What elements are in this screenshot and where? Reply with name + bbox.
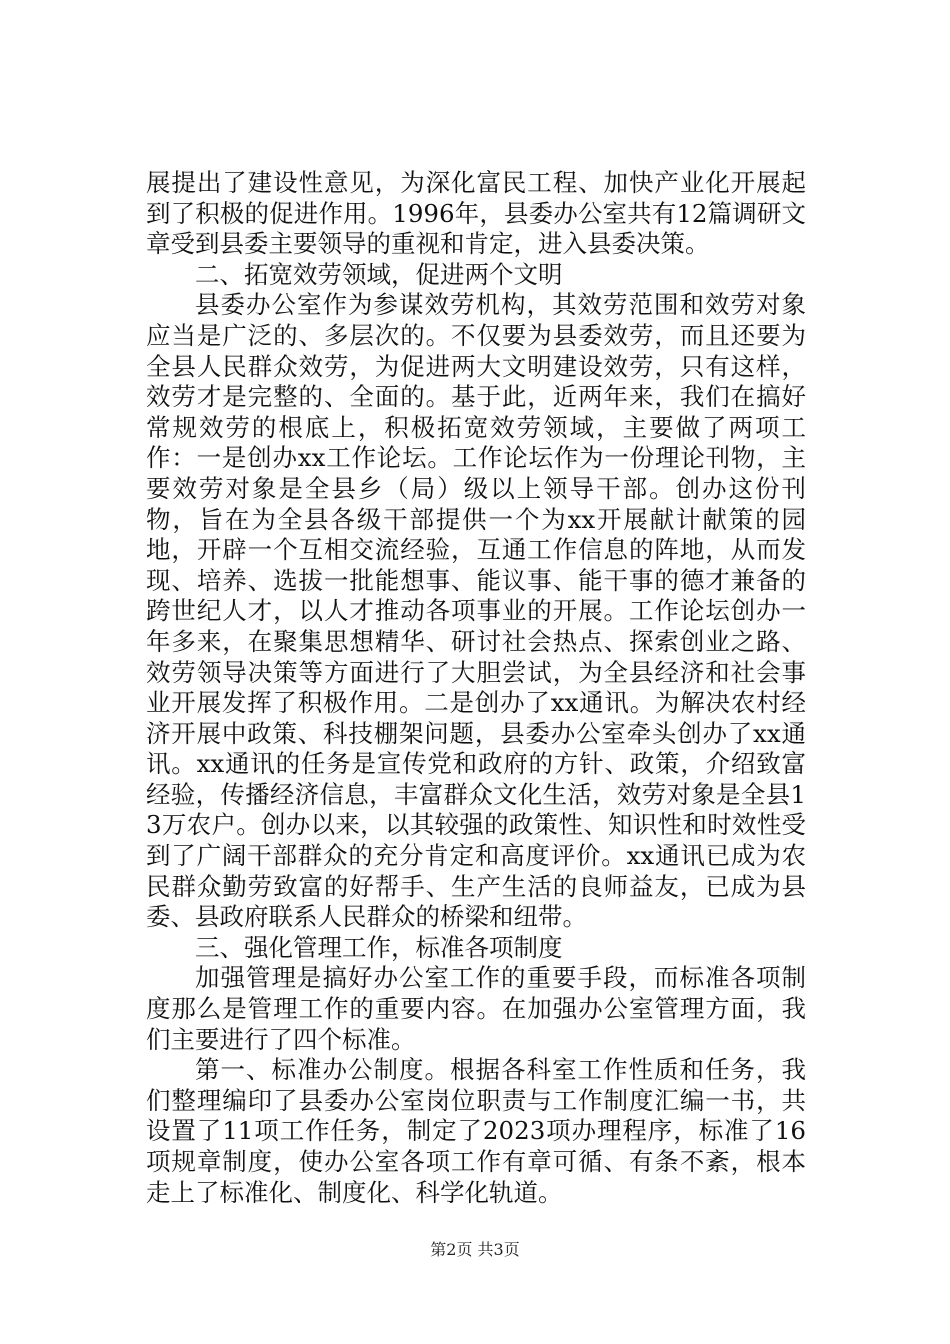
- paragraph-service-expansion: 县委办公室作为参谋效劳机构，其效劳范围和效劳对象应当是广泛的、多层次的。不仅要为县委效劳，而且还要为全县人民群众效劳，为促进两大文明建设效劳，只有这样，效劳才是完整的、全面的。基于此，近两年来，我们在搞好常规效劳的根底上，积极拓宽效劳领域，主要做了两项工作：一是创办xx工作论坛。工作论坛作为一份理论刊物，主要效劳对象是全县乡（局）级以上领导干部。创办这份刊物，旨在为全县各级干部提供一个为xx开展献计献策的园地，开辟一个互相交流经验，互通工作信息的阵地，从而发现、培养、选拔一批能想事、能议事、能干事的德才兼备的跨世纪人才，以人才推动各项事业的开展。工作论坛创办一年多来，在聚集思想精华、研讨社会热点、探索创业之路、效劳领导决策等方面进行了大胆尝试，为全县经济和社会事业开展发挥了积极作用。二是创办了xx通讯。为解决农村经济开展中政策、科技棚架问题，县委办公室牵头创办了xx通讯。xx通讯的任务是宣传党和政府的方针、政策，介绍致富经验，传播经济信息，丰富群众文化生活，效劳对象是全县13万农户。创办以来，以其较强的政策性、知识性和时效性受到了广阔干部群众的充分肯定和高度评价。xx通讯已成为农民群众勤劳致富的好帮手、生产生活的良师益友，已成为县委、县政府联系人民群众的桥梁和纽带。: [146, 290, 806, 932]
- paragraph-continuation: 展提出了建设性意见，为深化富民工程、加快产业化开展起到了积极的促进作用。1996年，县委办公室共有12篇调研文章受到县委主要领导的重视和肯定，进入县委决策。: [146, 168, 806, 259]
- paragraph-management: 加强管理是搞好办公室工作的重要手段，而标准各项制度那么是管理工作的重要内容。在加强办公室管理方面，我们主要进行了四个标准。: [146, 963, 806, 1054]
- document-body: [146, 168, 806, 1208]
- section-heading-3: 三、强化管理工作，标准各项制度: [195, 932, 563, 962]
- section-heading-2: 二、拓宽效劳领域，促进两个文明: [195, 259, 563, 289]
- page-number-footer: 第2页 共3页: [430, 1240, 520, 1259]
- paragraph-office-system: 第一、标准办公制度。根据各科室工作性质和任务，我们整理编印了县委办公室岗位职责与工作制度汇编一书，共设置了11项工作任务，制定了2023项办理程序，标准了16项规章制度，使办公室各项工作有章可循、有条不紊，根本走上了标准化、制度化、科学化轨道。: [146, 1055, 806, 1207]
